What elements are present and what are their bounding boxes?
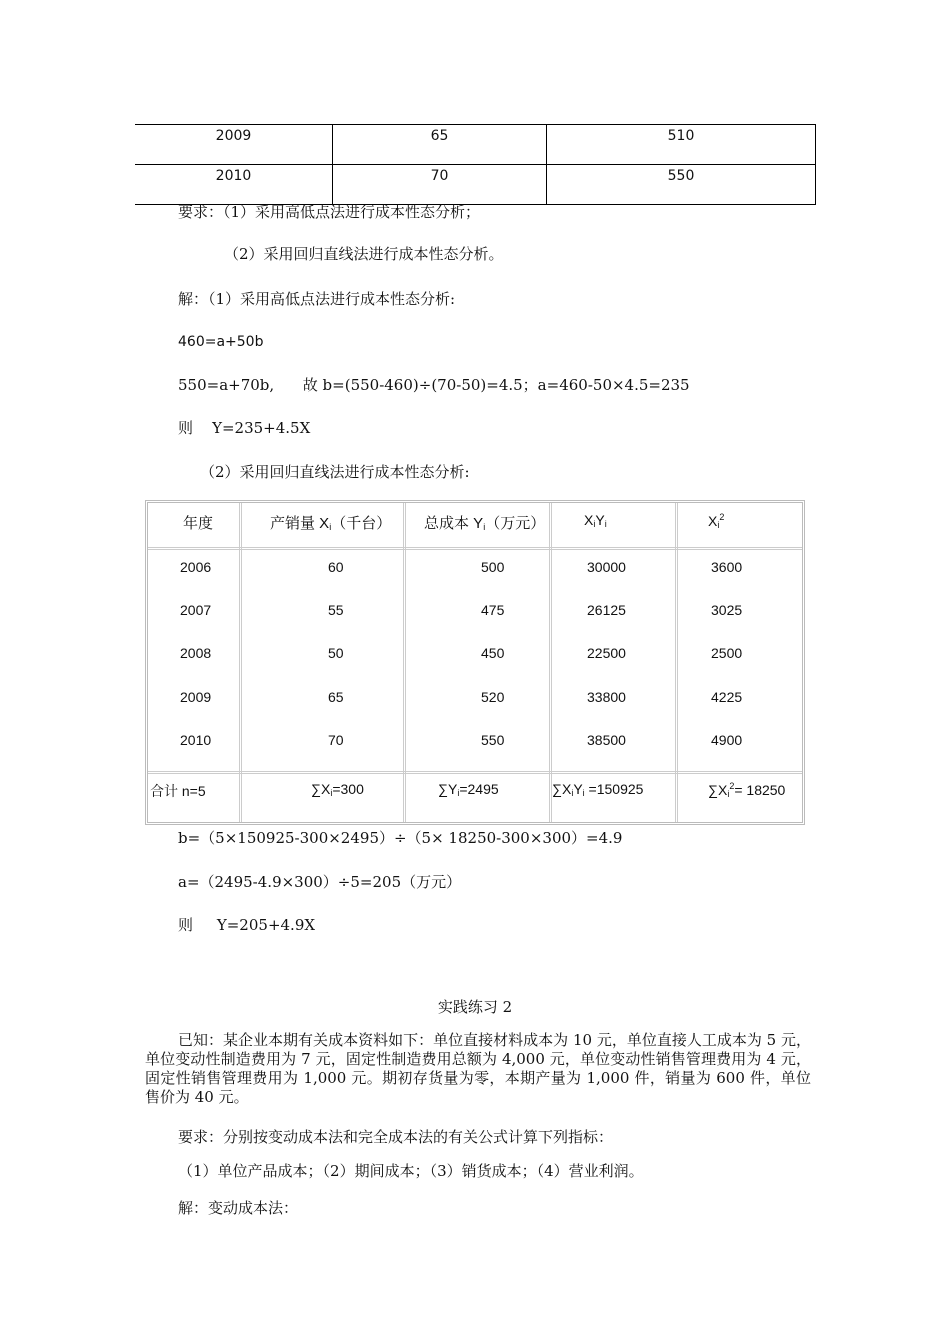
header-xy: $X_iY_i$: [584, 512, 607, 529]
total-sum-y: $\sum Y_i=2495$: [438, 781, 499, 798]
row-output: 50: [328, 645, 344, 661]
row-x-squared: 3025: [711, 602, 743, 618]
row-total-cost: 475: [481, 602, 505, 618]
row-output: 55: [328, 602, 344, 618]
row-total-cost: 450: [481, 645, 505, 661]
requirement-line-2: （2）采用回归直线法进行成本性态分析。: [224, 245, 504, 263]
practice2-title: 实践练习 2: [437, 998, 513, 1016]
row-total-cost: 520: [481, 689, 505, 705]
row-x-squared: 3600: [711, 559, 743, 575]
table-cell: 70: [333, 165, 547, 205]
row-xy: 30000: [587, 559, 626, 575]
table-cell: 2010: [135, 165, 333, 205]
row-total-cost: 550: [481, 732, 505, 748]
row-xy: 26125: [587, 602, 626, 618]
row-output: 70: [328, 732, 344, 748]
table-row: [135, 165, 816, 205]
regression-b: b=（5×150925-300×2495）÷（5× 18250-300×300）=4.9: [178, 829, 623, 847]
header-x-squared: $X_i^2$: [708, 512, 725, 530]
solution2-heading: （2）采用回归直线法进行成本性态分析:: [200, 463, 470, 481]
practice2-given: 已知：某企业本期有关成本资料如下：单位直接材料成本为 10 元，单位直接人工成本为 5 元，单位变动性制造费用为 7 元，固定性制造费用总额为 4,000 元，单位变动性销售管理费用为 4 元，固定性销售管理费用为 1,000 元。期初存货量为零，本期产量为 1,000 件，销量为 600 件，单位售价为 40 元。: [145, 1031, 811, 1106]
high-low-result: 则 Y=235+4.5X: [178, 419, 311, 437]
total-sum-x: $\sum X_i=300$: [311, 781, 364, 798]
equation-1: 460=a+50b: [178, 334, 264, 350]
row-x-squared: 4225: [711, 689, 743, 705]
practice2-items: （1）单位产品成本；（2）期间成本；（3）销货成本；（4）营业利润。: [178, 1162, 644, 1180]
total-sum-x-squared: $\sum X_i^2= 18250$: [708, 781, 786, 799]
row-year: 2007: [180, 602, 212, 618]
table-cell: 510: [547, 125, 816, 165]
row-xy: 33800: [587, 689, 626, 705]
cost-data-table-continued: [135, 124, 816, 205]
row-year: 2008: [180, 645, 212, 661]
header-output: 产销量 $X_i$（千台）: [270, 515, 392, 532]
table-cell: 2009: [135, 125, 333, 165]
solution1-heading: 解：（1）采用高低点法进行成本性态分析:: [178, 290, 456, 308]
regression-result: 则 Y=205+4.9X: [178, 916, 316, 934]
equation-2: 550=a+70b, 故 b=(550-460)÷(70-50)=4.5；a=460-50×4.5=235: [178, 376, 690, 394]
regression-table: [145, 500, 805, 825]
total-sum-xy: $\sum X_iY_i =150925$: [552, 781, 644, 798]
row-year: 2009: [180, 689, 212, 705]
row-x-squared: 2500: [711, 645, 743, 661]
regression-a: a=（2495-4.9×300）÷5=205（万元）: [178, 873, 462, 891]
table-cell: 550: [547, 165, 816, 205]
row-xy: 22500: [587, 645, 626, 661]
row-year: 2010: [180, 732, 212, 748]
table-row: [135, 125, 816, 165]
header-total-cost: 总成本 $Y_i$（万元）: [424, 515, 546, 532]
row-xy: 38500: [587, 732, 626, 748]
row-year: 2006: [180, 559, 212, 575]
practice2-requirement: 要求：分别按变动成本法和完全成本法的有关公式计算下列指标：: [178, 1128, 614, 1146]
requirement-line-1: 要求：（1）采用高低点法进行成本性态分析；: [178, 203, 481, 221]
row-x-squared: 4900: [711, 732, 743, 748]
row-output: 65: [328, 689, 344, 705]
table-cell: 65: [333, 125, 547, 165]
total-label: 合计 n=5: [150, 783, 206, 799]
row-total-cost: 500: [481, 559, 505, 575]
header-year: 年度: [183, 514, 214, 532]
practice2-solution: 解：变动成本法：: [178, 1199, 299, 1217]
row-output: 60: [328, 559, 344, 575]
